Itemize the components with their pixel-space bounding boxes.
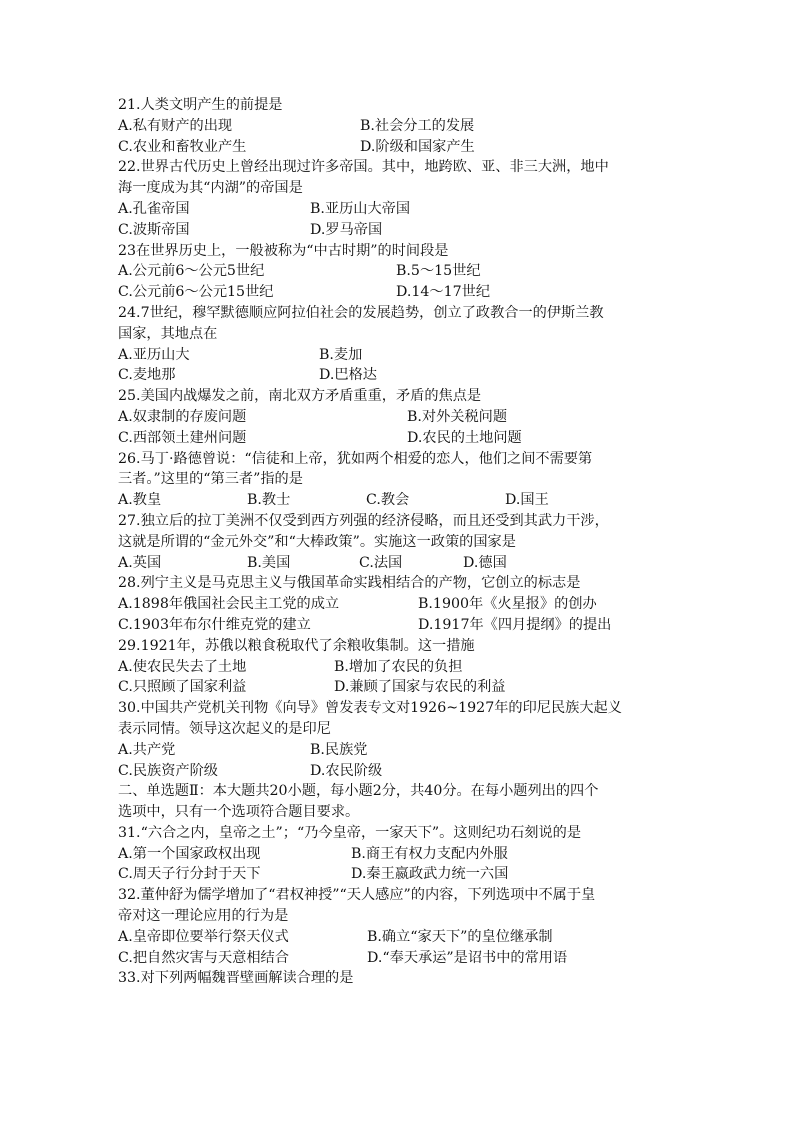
option: D.德国 xyxy=(463,554,507,571)
option: A.公元前6～公元5世纪 xyxy=(118,263,265,280)
options-line xyxy=(118,428,688,449)
question-line: 21.人类文明产生的前提是 xyxy=(118,97,283,113)
option: A.第一个国家政权出现 xyxy=(118,845,261,862)
question-line: 32.董仲舒为儒学增加了“君权神授”“天人感应”的内容，下列选项中不属于皇 xyxy=(118,887,596,904)
question-line: 表示同情。领导这次起义的是印尼 xyxy=(118,720,331,737)
option: D.巴格达 xyxy=(319,367,377,384)
option: D.“奉天承运”是诏书中的常用语 xyxy=(367,949,568,966)
question-line: 23在世界历史上，一般被称为“中古时期”的时间段是 xyxy=(118,242,449,259)
option: C.农业和畜牧业产生 xyxy=(118,138,247,155)
options-line xyxy=(118,116,688,137)
question-line: 这就是所谓的“金元外交”和“大棒政策”。实施这一政策的国家是 xyxy=(118,533,516,550)
option: B.确立“家天下”的皇位继承制 xyxy=(367,928,553,945)
options-line xyxy=(118,199,688,220)
option: D.农民的土地问题 xyxy=(407,429,522,446)
option: D.兼顾了国家与农民的利益 xyxy=(334,679,506,696)
option: D.秦王嬴政武力统一六国 xyxy=(351,866,509,883)
option: B.1900年《火星报》的创办 xyxy=(418,596,597,613)
options-line xyxy=(118,553,688,574)
option: B.5～15世纪 xyxy=(396,263,481,280)
question-line: 26.马丁·路德曾说：“信徒和上帝，犹如两个相爱的恋人，他们之间不需要第 xyxy=(118,450,593,467)
question-line: 33.对下列两幅魏晋壁画解读合理的是 xyxy=(118,970,354,987)
option: C.教会 xyxy=(366,492,410,509)
option: D.国王 xyxy=(505,492,549,509)
question-line: 22.世界古代历史上曾经出现过许多帝国。其中，地跨欧、亚、非三大洲，地中 xyxy=(118,159,609,176)
options-line xyxy=(118,864,688,885)
option: D.罗马帝国 xyxy=(310,221,383,238)
option: A.教皇 xyxy=(118,492,162,509)
question-line: 国家，其地点在 xyxy=(118,325,218,342)
option: C.波斯帝国 xyxy=(118,221,190,238)
options-line xyxy=(118,137,688,158)
option: C.西部领土建州问题 xyxy=(118,429,247,446)
options-line xyxy=(118,365,688,386)
options-line xyxy=(118,261,688,282)
option: B.社会分工的发展 xyxy=(360,117,475,134)
option: B.民族党 xyxy=(310,741,368,758)
option: B.亚历山大帝国 xyxy=(310,200,411,217)
question-line: 三者。”这里的“第三者”指的是 xyxy=(118,471,303,488)
option: B.增加了农民的负担 xyxy=(334,658,463,675)
question-line: 28.列宁主义是马克思主义与俄国革命实践相结合的产物，它创立的标志是 xyxy=(118,575,581,592)
option: C.公元前6～公元15世纪 xyxy=(118,284,274,301)
option: B.商王有权力支配内外服 xyxy=(351,845,508,862)
option: D.1917年《四月提纲》的提出 xyxy=(418,616,612,633)
question-line: 24.7世纪，穆罕默德顺应阿拉伯社会的发展趋势，创立了政教合一的伊斯兰教 xyxy=(118,304,604,321)
option: A.1898年俄国社会民主工党的成立 xyxy=(118,596,340,613)
options-line xyxy=(118,948,688,969)
option: A.使农民失去了土地 xyxy=(118,658,247,675)
options-line xyxy=(118,282,688,303)
options-line xyxy=(118,740,688,761)
option: C.1903年布尔什维克党的建立 xyxy=(118,616,311,633)
question-line: 帝对这一理论应用的行为是 xyxy=(118,908,289,925)
option: A.皇帝即位要举行祭天仪式 xyxy=(118,928,289,945)
question-line: 29.1921年，苏俄以粮食税取代了余粮收集制。这一措施 xyxy=(118,637,475,654)
option: C.麦地那 xyxy=(118,367,176,384)
options-line xyxy=(118,677,688,698)
option: C.周天子行分封于天下 xyxy=(118,866,261,883)
option: B.麦加 xyxy=(319,346,363,363)
option: C.把自然灾害与天意相结合 xyxy=(118,949,289,966)
options-line xyxy=(118,345,688,366)
question-line: 二、单选题Ⅱ：本大题共20小题，每小题2分，共40分。在每小题列出的四个 xyxy=(118,783,599,800)
option: C.民族资产阶级 xyxy=(118,762,218,779)
option: B.对外关税问题 xyxy=(407,408,508,425)
options-line xyxy=(118,615,688,636)
options-line xyxy=(118,220,688,241)
question-line: 30.中国共产党机关刊物《向导》曾发表专文对1926~1927年的印尼民族大起义 xyxy=(118,700,622,717)
question-line: 选项中，只有一个选项符合题目要求。 xyxy=(118,804,360,821)
options-line xyxy=(118,761,688,782)
option: A.共产党 xyxy=(118,741,176,758)
option: A.奴隶制的存废问题 xyxy=(118,408,247,425)
option: B.教士 xyxy=(247,492,291,509)
option: C.法国 xyxy=(359,554,403,571)
options-line xyxy=(118,407,688,428)
option: A.孔雀帝国 xyxy=(118,200,190,217)
question-line: 27.独立后的拉丁美洲不仅受到西方列强的经济侵略，而且还受到其武力干涉， xyxy=(118,512,609,529)
option: A.英国 xyxy=(118,554,162,571)
option: D.阶级和国家产生 xyxy=(360,138,475,155)
option: D.农民阶级 xyxy=(310,762,383,779)
option: A.亚历山大 xyxy=(118,346,190,363)
option: D.14～17世纪 xyxy=(396,284,491,301)
exam-page xyxy=(118,95,688,989)
option: B.美国 xyxy=(247,554,291,571)
question-line: 海一度成为其“内湖”的帝国是 xyxy=(118,180,303,197)
option: A.私有财产的出现 xyxy=(118,117,233,134)
question-line: 31.“六合之内，皇帝之土”；“乃今皇帝，一家天下”。这则纪功石刻说的是 xyxy=(118,824,582,841)
options-line xyxy=(118,844,688,865)
options-line xyxy=(118,490,688,511)
options-line xyxy=(118,594,688,615)
option: C.只照顾了国家利益 xyxy=(118,679,247,696)
question-line: 25.美国内战爆发之前，南北双方矛盾重重，矛盾的焦点是 xyxy=(118,388,482,405)
options-line xyxy=(118,927,688,948)
options-line xyxy=(118,657,688,678)
